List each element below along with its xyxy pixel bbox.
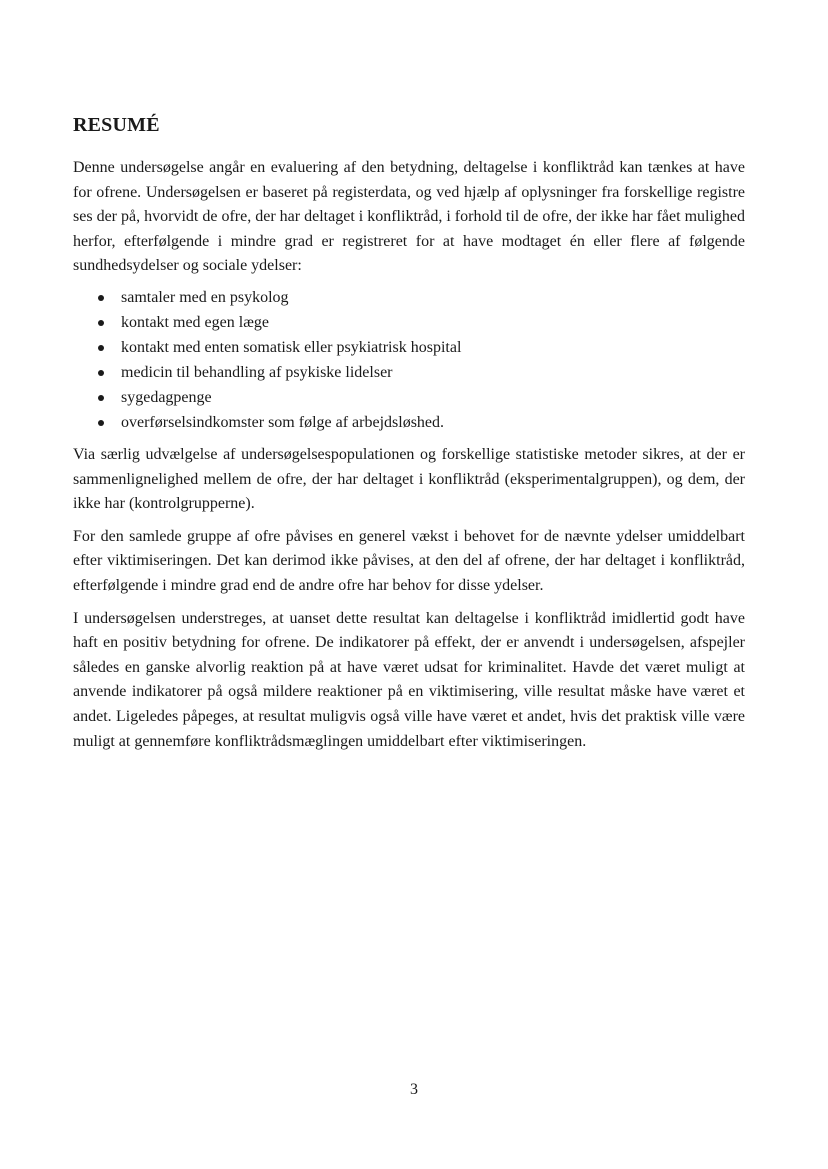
list-item-text: kontakt med egen læge (121, 313, 269, 331)
findings-paragraph: For den samlede gruppe af ofre påvises en generel vækst i behovet for de nævnte ydelser umiddelbart efter viktimiseringen. Det kan derimod ikke påvises, at den del af ofrene, der har deltaget i konfliktråd, efterfølgende i mindre grad end de andre ofre har behov for disse ydelser. (73, 527, 745, 594)
services-list (73, 285, 745, 435)
bullet-icon (98, 370, 104, 376)
bullet-icon (98, 320, 104, 326)
page-heading: RESUMÉ (73, 114, 160, 136)
list-item-text: overførselsindkomster som følge af arbejdsløshed. (121, 413, 445, 431)
page-number: 3 (410, 1081, 418, 1098)
list-item (73, 310, 745, 335)
bullet-icon (98, 395, 104, 401)
list-item (73, 410, 745, 435)
list-item-text: kontakt med enten somatisk eller psykiatrisk hospital (121, 338, 462, 356)
bullet-icon (98, 420, 104, 426)
discussion-paragraph: I undersøgelsen understreges, at uanset dette resultat kan deltagelse i konfliktråd imidlertid godt have haft en positiv betydning for ofrene. De indikatorer på effekt, der er anvendt i undersøgelsen, afspejler således en ganske alvorlig reaktion på at have været udsat for kriminalitet. Havde det været muligt at anvende indikatorer på også mildere reaktioner på en viktimisering, ville resultat måske have været et andet. Ligeledes påpeges, at resultat muligvis også ville have været et andet, hvis det praktisk ville være muligt at gennemføre konfliktrådsmæglingen umiddelbart efter viktimiseringen. (73, 609, 745, 750)
page-content (73, 112, 745, 762)
list-item (73, 385, 745, 410)
list-item-text: samtaler med en psykolog (121, 288, 289, 306)
list-item-text: medicin til behandling af psykiske lidelser (121, 363, 393, 381)
list-item (73, 335, 745, 360)
list-item (73, 360, 745, 385)
methodology-paragraph: Via særlig udvælgelse af undersøgelsespopulationen og forskellige statistiske metoder sikres, at der er sammenlignelighed mellem de ofre, der har deltaget i konfliktråd (eksperimentalgruppen), og dem, der ikke har (kontrolgrupperne). (73, 445, 745, 513)
bullet-icon (98, 345, 104, 351)
list-item (73, 285, 745, 310)
bullet-icon (98, 295, 104, 301)
intro-paragraph: Denne undersøgelse angår en evaluering af den betydning, deltagelse i konfliktråd kan tænkes at have for ofrene. Undersøgelsen er baseret på registerdata, og ved hjælp af oplysninger fra forskellige registre ses der på, hvorvidt de ofre, der har deltaget i konfliktråd, i forhold til de ofre, der ikke har fået mulighed herfor, efterfølgende i mindre grad er registreret for at have modtaget én eller flere af følgende sundhedsydelser og sociale ydelser: (73, 159, 745, 275)
list-item-text: sygedagpenge (121, 388, 212, 406)
